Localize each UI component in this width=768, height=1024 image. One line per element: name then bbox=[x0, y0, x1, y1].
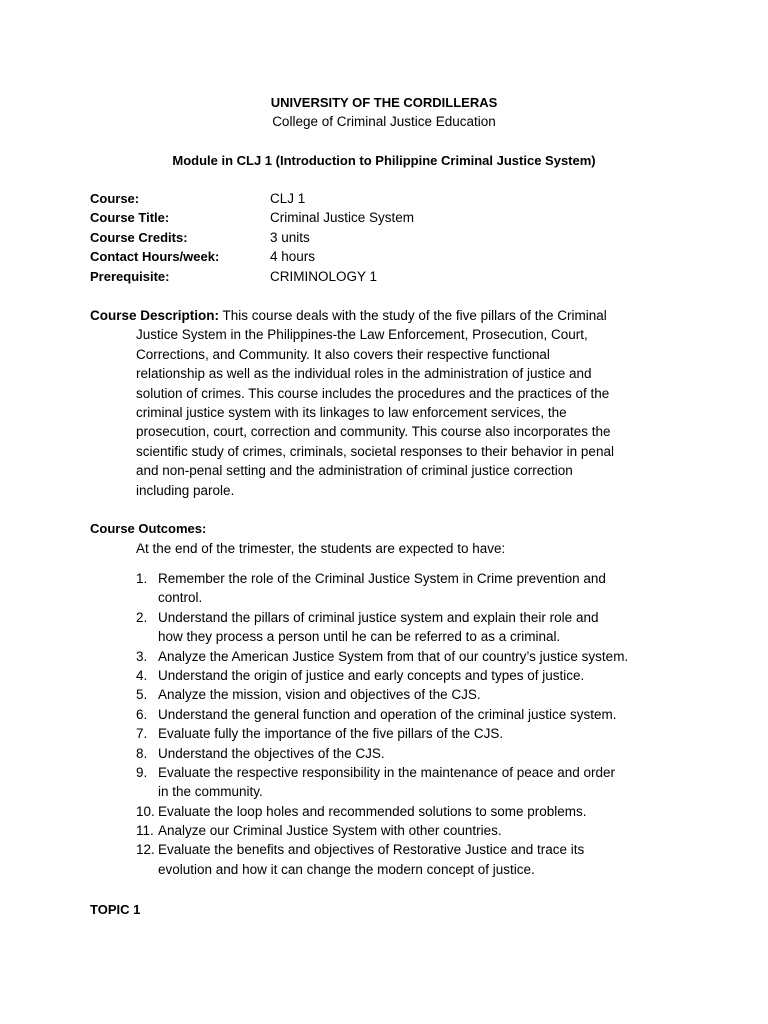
outcome-number: 4. bbox=[136, 667, 148, 683]
outcome-number: 6. bbox=[136, 706, 148, 722]
course-info-row bbox=[90, 247, 414, 266]
course-description bbox=[90, 306, 670, 500]
outcome-item bbox=[136, 802, 696, 821]
course-info-value: CRIMINOLOGY 1 bbox=[270, 268, 378, 284]
outcome-item bbox=[136, 705, 696, 724]
outcome-line: Understand the objectives of the CJS. bbox=[158, 745, 385, 761]
course-info bbox=[90, 189, 414, 286]
course-info-label: Course: bbox=[90, 191, 140, 206]
outcome-line: how they process a person until he can be referred to as a criminal. bbox=[158, 629, 561, 645]
outcome-item bbox=[136, 744, 696, 763]
module-title: Module in CLJ 1 (Introduction to Philippine Criminal Justice System) bbox=[172, 153, 596, 168]
outcome-item bbox=[136, 647, 696, 666]
outcome-number: 2. bbox=[136, 609, 148, 625]
course-info-row bbox=[90, 189, 414, 208]
outcome-line: Understand the origin of justice and early concepts and types of justice. bbox=[158, 667, 585, 683]
outcome-line: control. bbox=[158, 590, 203, 606]
description-line: relationship as well as the individual roles in the administration of justice and bbox=[136, 366, 592, 382]
outcome-number: 3. bbox=[136, 648, 148, 664]
description-line: Corrections, and Community. It also covers their respective functional bbox=[136, 346, 550, 362]
outcome-line: Understand the pillars of criminal justice system and explain their role and bbox=[158, 609, 599, 625]
outcome-line: Analyze the mission, vision and objectives of the CJS. bbox=[158, 687, 481, 703]
outcome-item bbox=[136, 821, 696, 840]
outcome-item bbox=[136, 840, 696, 879]
outcome-number: 7. bbox=[136, 726, 148, 742]
description-line: prosecution, court, correction and community. This course also incorporates the bbox=[136, 424, 611, 440]
course-info-label: Prerequisite: bbox=[90, 268, 170, 284]
course-info-row bbox=[90, 267, 414, 286]
description-label: Course Description: bbox=[90, 308, 220, 323]
outcome-line: Evaluate the respective responsibility in the maintenance of peace and order bbox=[158, 764, 616, 780]
course-info-row bbox=[90, 208, 414, 227]
course-info-label: Course Title: bbox=[90, 210, 170, 226]
outcome-item bbox=[136, 608, 696, 647]
description-line: including parole. bbox=[136, 482, 235, 498]
description-line bbox=[90, 306, 670, 325]
outcome-number: 9. bbox=[136, 764, 148, 780]
outcome-number: 12. bbox=[136, 842, 155, 858]
description-line: scientific study of crimes, criminals, societal responses to their behavior in penal bbox=[136, 443, 614, 459]
outcome-number: 5. bbox=[136, 687, 148, 703]
description-line: criminal justice system with its linkages to law enforcement services, the bbox=[136, 404, 567, 420]
outcomes-list bbox=[136, 569, 696, 879]
outcome-line: evolution and how it can change the modern concept of justice. bbox=[158, 861, 535, 877]
course-info-value: CLJ 1 bbox=[270, 191, 306, 206]
description-line: and non-penal setting and the administration of criminal justice correction bbox=[136, 463, 573, 479]
outcome-number: 11. bbox=[136, 823, 154, 839]
description-line: Justice System in the Philippines-the Law Enforcement, Prosecution, Court, bbox=[136, 327, 588, 343]
outcome-item bbox=[136, 724, 696, 743]
outcome-line: Analyze the American Justice System from that of our country’s justice system. bbox=[158, 648, 629, 664]
course-info-value: 4 hours bbox=[270, 249, 316, 265]
outcome-item bbox=[136, 685, 696, 704]
outcome-item bbox=[136, 666, 696, 685]
outcome-line: Evaluate fully the importance of the five pillars of the CJS. bbox=[158, 726, 504, 742]
outcome-line: Remember the role of the Criminal Justice System in Crime prevention and bbox=[158, 571, 606, 586]
outcomes-intro: At the end of the trimester, the students are expected to have: bbox=[136, 541, 506, 556]
outcome-item bbox=[136, 763, 696, 802]
topic-heading: TOPIC 1 bbox=[90, 902, 141, 917]
outcome-line: Understand the general function and operation of the criminal justice system. bbox=[158, 706, 617, 722]
outcome-number: 10. bbox=[136, 803, 155, 819]
outcomes-heading: Course Outcomes: bbox=[90, 521, 207, 536]
course-info-label: Course Credits: bbox=[90, 229, 188, 245]
course-info-value: 3 units bbox=[270, 229, 310, 245]
course-info-label: Contact Hours/week: bbox=[90, 249, 220, 265]
outcome-line: Evaluate the loop holes and recommended solutions to some problems. bbox=[158, 803, 587, 819]
description-line: solution of crimes. This course includes the procedures and the practices of the bbox=[136, 385, 610, 401]
outcome-line: Analyze our Criminal Justice System with other countries. bbox=[158, 823, 502, 839]
outcome-number: 1. bbox=[136, 571, 148, 586]
university-name: UNIVERSITY OF THE CORDILLERAS bbox=[270, 95, 498, 110]
description-text: This course deals with the study of the five pillars of the Criminal bbox=[222, 308, 607, 323]
college-name: College of Criminal Justice Education bbox=[272, 114, 496, 129]
course-info-value: Criminal Justice System bbox=[270, 210, 415, 226]
outcome-item bbox=[136, 569, 696, 608]
outcome-number: 8. bbox=[136, 745, 148, 761]
course-info-row bbox=[90, 228, 414, 247]
outcome-line: in the community. bbox=[158, 784, 263, 800]
outcome-line: Evaluate the benefits and objectives of Restorative Justice and trace its bbox=[158, 842, 585, 858]
